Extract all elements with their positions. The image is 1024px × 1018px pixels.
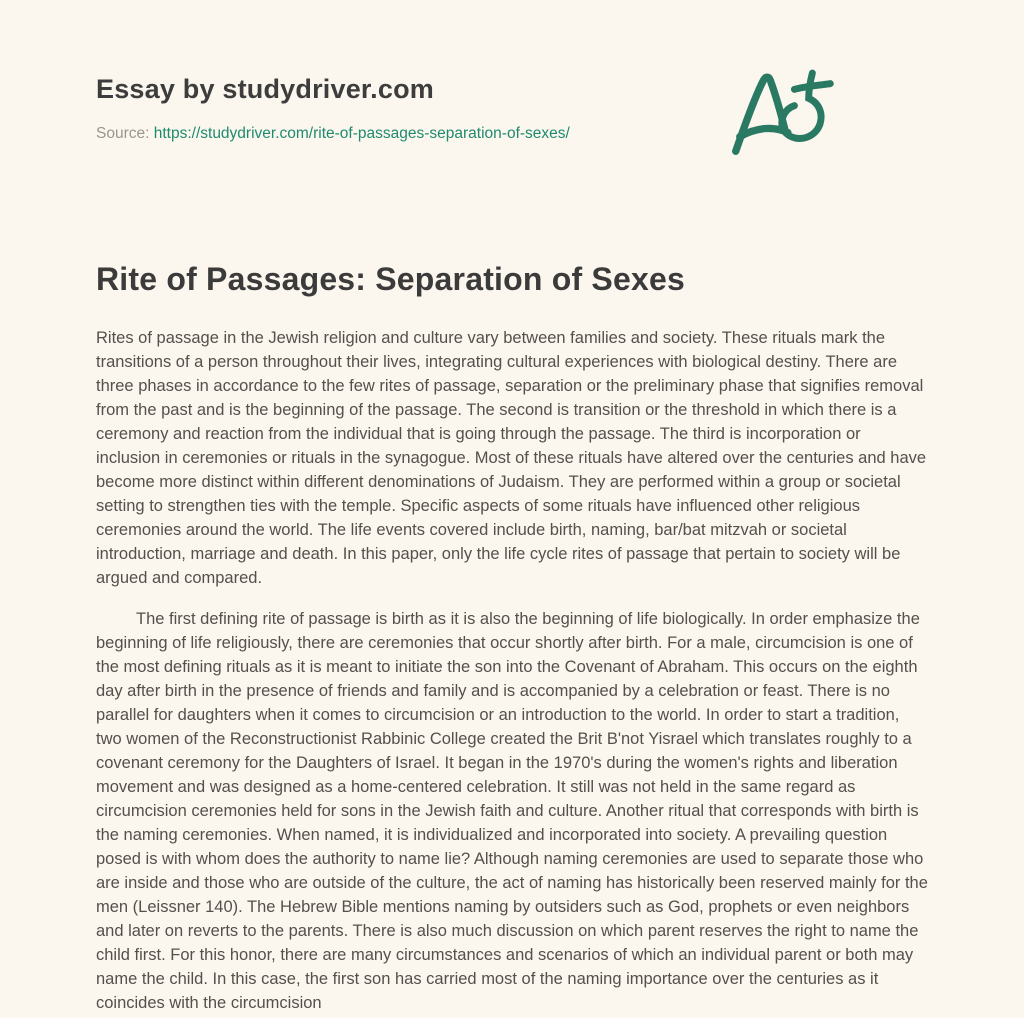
essay-title: Rite of Passages: Separation of Sexes	[96, 261, 685, 297]
essay-page	[96, 0, 928, 1015]
essay-paragraph-2: The first defining rite of passage is birth as it is also the beginning of life biologically. In order emphasize the beginning of life religiously, there are ceremonies that occur shortly after birth. For a male, circumcision is one of the most defining rituals as it is meant to initiate the son into the Covenant of Abraham. This occurs on the eighth day after birth in the presence of friends and family and is accompanied by a celebration or feast. There is no parallel for daughters when it comes to circumcision or an introduction to the world. In order to start a tradition, two women of the Reconstructionist Rabbinic College created the Brit B'not Yisrael which translates roughly to a covenant ceremony for the Daughters of Israel. It began in the 1970's during the women's rights and liberation movement and was designed as a home-centered celebration. It still was not held in the same regard as circumcision ceremonies held for sons in the Jewish faith and culture. Another ritual that corresponds with birth is the naming ceremonies. When named, it is individualized and incorporated into society. A prevailing question posed is with whom does the authority to name lie? Although naming ceremonies are used to separate those who are inside and those who are outside of the culture, the act of naming has historically been reserved mainly for the men (Leissner 140). The Hebrew Bible mentions naming by outsiders such as God, prophets or even neighbors and later on reverts to the parents. There is also much discussion on which parent reserves the right to name the child first. For this honor, there are many circumstances and scenarios of which an individual parent or both may name the child. In this case, the first son has carried most of the naming importance over the centuries as it coincides with the circumcision	[96, 610, 928, 1012]
a-plus-logo-icon	[730, 62, 836, 164]
header-title: Essay by studydriver.com	[96, 74, 434, 104]
essay-paragraph-1: Rites of passage in the Jewish religion and culture vary between families and society. These rituals mark the transitions of a person throughout their lives, integrating cultural experiences with biological destiny. There are three phases in accordance to the few rites of passage, separation or the preliminary phase that signifies removal from the past and is the beginning of the passage. The second is transition or the threshold in which there is a ceremony and reaction from the individual that is going through the passage. The third is incorporation or inclusion in ceremonies or rituals in the synagogue. Most of these rituals have altered over the centuries and have become more distinct within different denominations of Judaism. They are performed within a group or societal setting to strengthen ties with the temple. Specific aspects of some rituals have influenced other religious ceremonies around the world. The life events covered include birth, naming, bar/bat mitzvah or societal introduction, marriage and death. In this paper, only the life cycle rites of passage that pertain to society will be argued and compared.	[96, 329, 927, 587]
source-url-link[interactable]: https://studydriver.com/rite-of-passages-separation-of-sexes/	[153, 125, 570, 142]
source-label: Source:	[96, 125, 150, 142]
